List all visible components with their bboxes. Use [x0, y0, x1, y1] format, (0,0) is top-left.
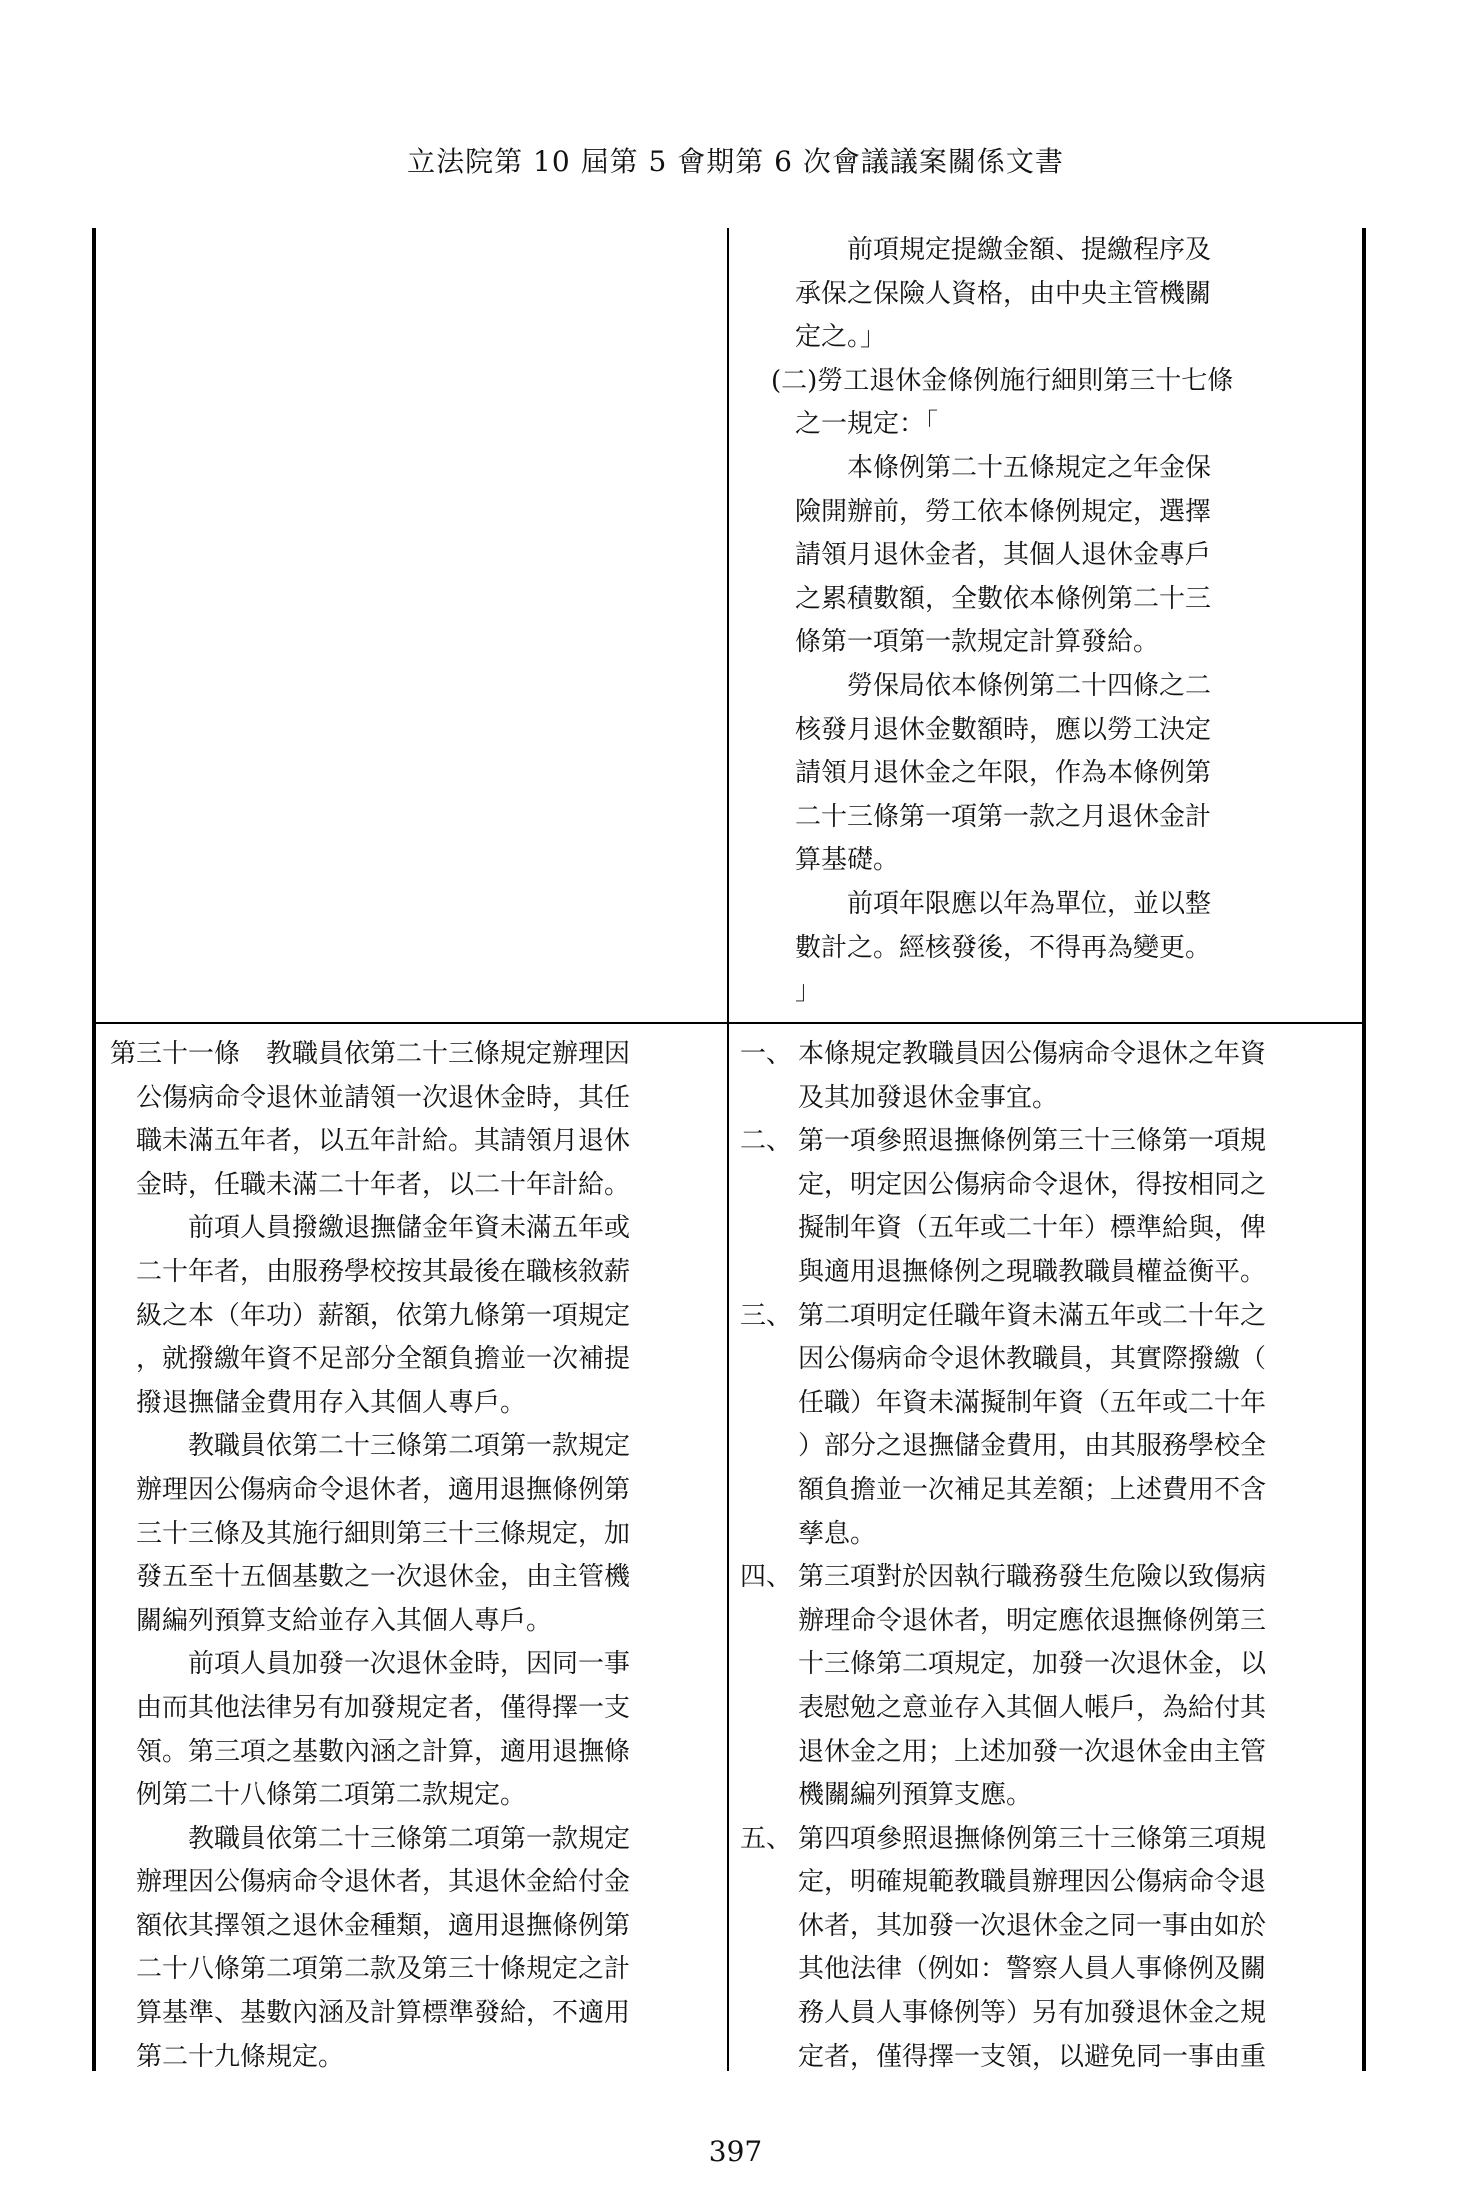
text-line: 十三條第二項規定，加發一次退休金，以 [798, 1649, 1267, 1680]
item-body [798, 1033, 1352, 1120]
text-line: 本條規定教職員因公傷病命令退休之年資 [798, 1039, 1267, 1069]
numbered-item [740, 1295, 1352, 1557]
text-line: 表慰勉之意並存入其個人帳戶，為給付其 [798, 1692, 1267, 1723]
text-line: 二十年者，由服務學校按其最後在職核敘薪 [136, 1256, 631, 1287]
document-header: 立法院第 10 屆第 5 會期第 6 次會議議案關係文書 [407, 145, 1064, 178]
item-number: 四、 [740, 1562, 793, 1593]
item-number: 二、 [740, 1126, 793, 1157]
item-body [798, 1556, 1352, 1818]
text-line: 金時，任職未滿二十年者，以二十年計給。 [136, 1169, 631, 1200]
item-number: 一、 [740, 1039, 793, 1069]
text-line: 請領月退休金者，其個人退休金專戶 [795, 540, 1212, 571]
text-line: 之累積數額，全數依本條例第二十三 [795, 583, 1212, 614]
text-line: 定，明定因公傷病命令退休，得按相同之 [798, 1169, 1267, 1200]
text-line: 領。第三項之基數內涵之計算，適用退撫條 [136, 1736, 631, 1767]
text-line: 第二十九條規定。 [136, 2041, 345, 2072]
text-line: 關編列預算支給並存入其個人專戶。 [136, 1605, 553, 1636]
text-line: 前項人員加發一次退休金時，因同一事 [188, 1649, 631, 1680]
text-line: 之一規定：「 [795, 409, 939, 440]
text-line: 二十八條第二項第二款及第三十條規定之計 [136, 1954, 631, 1985]
text-line: 孳息。 [798, 1518, 877, 1549]
text-line: 第四項參照退撫條例第三十三條第三項規 [798, 1823, 1267, 1854]
text-line: 第一項參照退撫條例第三十三條第一項規 [798, 1126, 1267, 1157]
text-line: 擬制年資（五年或二十年）標準給與，俾 [798, 1213, 1267, 1244]
table-right-border [1362, 228, 1366, 2071]
item-body [798, 1120, 1352, 1294]
text-line: 與適用退撫條例之現職教職員權益衡平。 [798, 1256, 1267, 1287]
text-line: 數計之。經核發後，不得再為變更。 [795, 932, 1212, 963]
text-line: 任職）年資未滿擬制年資（五年或二十年 [798, 1387, 1267, 1418]
text-line: 辦理因公傷病命令退休者，適用退撫條例第 [136, 1474, 631, 1505]
text-line: 額負擔並一次補足其差額；上述費用不含 [798, 1474, 1267, 1505]
table-row-divider [92, 1022, 1366, 1024]
item-number: 三、 [740, 1300, 793, 1331]
text-line: 前項規定提繳金額、提繳程序及 [847, 235, 1212, 265]
item-number: 五、 [740, 1823, 793, 1854]
text-line: 由而其他法律另有加發規定者，僅得擇一支 [136, 1692, 631, 1723]
text-line: 第三項對於因執行職務發生危險以致傷病 [798, 1562, 1267, 1593]
numbered-item [740, 1818, 1352, 2080]
text-line: 辦理因公傷病命令退休者，其退休金給付金 [136, 1867, 631, 1898]
text-line: 撥退撫儲金費用存入其個人專戶。 [136, 1387, 527, 1418]
text-line: 本條例第二十五條規定之年金保 [847, 452, 1212, 483]
text-line: 承保之保險人資格，由中央主管機關 [795, 278, 1212, 309]
text-line: 算基準、基數內涵及計算標準發給，不適用 [136, 1998, 631, 2029]
text-line: ）部分之退撫儲金費用，由其服務學校全 [798, 1431, 1267, 1462]
page-number: 397 [708, 2135, 763, 2168]
text-line: 請領月退休金之年限，作為本條例第 [795, 758, 1212, 789]
article-31-text [110, 1033, 720, 2079]
text-line: 定，明確規範教職員辦理因公傷病命令退 [798, 1867, 1267, 1898]
text-line: 定之。」 [795, 322, 887, 353]
text-line: 其他法律（例如：警察人員人事條例及關 [798, 1954, 1267, 1985]
text-line: 務人員人事條例等）另有加發退休金之規 [798, 1998, 1267, 2029]
text-line: 教職員依第二十三條第二項第一款規定 [188, 1431, 631, 1462]
text-line: 」 [795, 976, 822, 1007]
text-line: 條第一項第一款規定計算發給。 [795, 627, 1160, 658]
text-line: 前項人員撥繳退撫儲金年資未滿五年或 [188, 1213, 631, 1244]
text-line: 二十三條第一項第一款之月退休金計 [795, 801, 1212, 832]
numbered-item [740, 1033, 1352, 1120]
text-line: 第三十一條 教職員依第二十三條規定辦理因 [110, 1039, 631, 1069]
article-31-explanation [740, 1033, 1352, 2079]
top-right-cell [771, 229, 1355, 1014]
text-line: 辦理命令退休者，明定應依退撫條例第三 [798, 1605, 1267, 1636]
text-line: 機關編列預算支應。 [798, 1780, 1033, 1811]
text-line: 發五至十五個基數之一次退休金，由主管機 [136, 1562, 631, 1593]
text-line: (二)勞工退休金條例施行細則第三十七條 [771, 365, 1234, 396]
item-body [798, 1295, 1352, 1557]
text-line: 級之本（年功）薪額，依第九條第一項規定 [136, 1300, 631, 1331]
text-line: 退休金之用；上述加發一次退休金由主管 [798, 1736, 1267, 1767]
text-line: 因公傷病命令退休教職員，其實際撥繳（ [798, 1344, 1267, 1375]
text-line: 教職員依第二十三條第二項第一款規定 [188, 1823, 631, 1854]
text-line: 例第二十八條第二項第二款規定。 [136, 1780, 527, 1811]
text-line: 算基礎。 [795, 845, 900, 876]
text-line: 第二項明定任職年資未滿五年或二十年之 [798, 1300, 1267, 1331]
item-body [798, 1818, 1352, 2080]
text-line: 職未滿五年者，以五年計給。其請領月退休 [136, 1126, 631, 1157]
text-line: 休者，其加發一次退休金之同一事由如於 [798, 1910, 1267, 1941]
table-left-border [92, 228, 96, 2071]
text-line: 前項年限應以年為單位，並以整 [847, 888, 1212, 919]
table-middle-border [727, 228, 729, 2071]
text-line: 三十三條及其施行細則第三十三條規定，加 [136, 1518, 631, 1549]
text-line: 公傷病命令退休並請領一次退休金時，其任 [136, 1082, 631, 1113]
text-line: 額依其擇領之退休金種類，適用退撫條例第 [136, 1910, 631, 1941]
text-line: ，就撥繳年資不足部分全額負擔並一次補提 [136, 1344, 631, 1375]
text-line: 及其加發退休金事宜。 [798, 1082, 1059, 1113]
text-line: 勞保局依本條例第二十四條之二 [847, 670, 1212, 701]
numbered-item [740, 1556, 1352, 1818]
text-line: 核發月退休金數額時，應以勞工決定 [795, 714, 1212, 745]
numbered-item [740, 1120, 1352, 1294]
text-line: 險開辦前，勞工依本條例規定，選擇 [795, 496, 1212, 527]
text-line: 定者，僅得擇一支領，以避免同一事由重 [798, 2041, 1267, 2072]
